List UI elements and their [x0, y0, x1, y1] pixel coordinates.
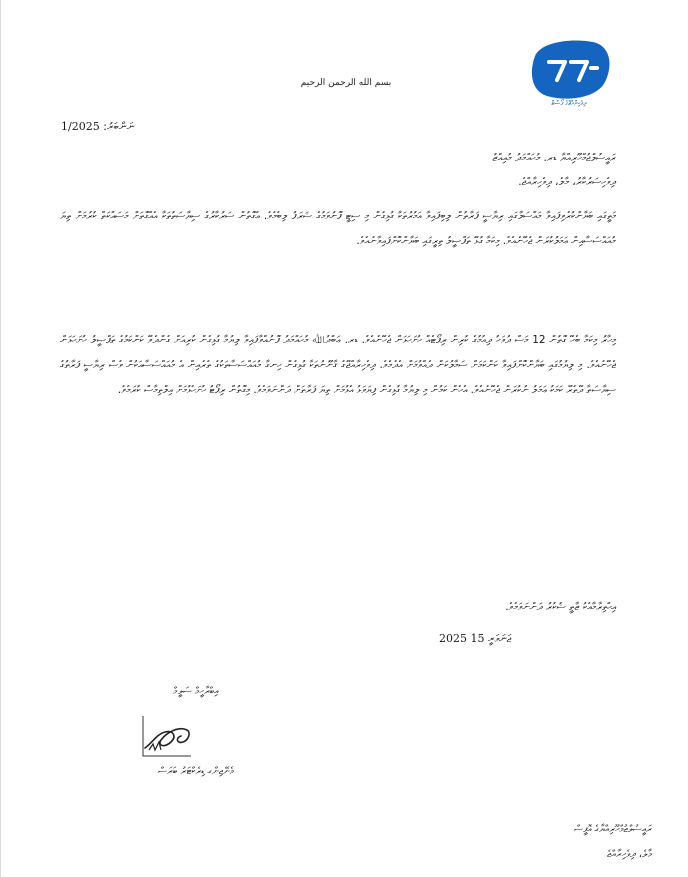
address-line-2: ދިވެހިސަރުކާރު، މާލެ، ދިވެހިރާއްޖެ. [518, 176, 616, 188]
letter-date [439, 632, 511, 646]
reference-label: ނަންބަރު: [103, 120, 135, 133]
closing-line: އިޙްތިރާމާއެކު ޒާތީ ޝުކުރު ދަންނަވަމެވެ. [505, 601, 616, 613]
date-month: ޖަނަވަރީ [488, 632, 512, 645]
signatory-name: އިބްރާހީމް ސަލީމް [173, 686, 219, 697]
bismillah: بسم الله الرحمن الرحيم [300, 78, 392, 88]
handwritten-signature [139, 712, 195, 760]
cc-line-1: ރައީސުލްޖުމްހޫރިއްޔާގެ އޮފީސް [574, 824, 652, 835]
cc-line-2: މާލެ، ދިވެހިރާއްޖެ [606, 849, 652, 860]
date-year: 2025 [439, 632, 467, 645]
signatory-title: މެނޭޖިންގ ޑިރެކްޓަރު ބަރަސް [158, 766, 234, 777]
organization-logo [527, 38, 611, 100]
body-paragraph-1: މަތީގައި ބަޔާންކުރެވިފައިވާ މައްސަލާގައި ރިޔާސީ ފަރާތުން ލިބިފައިވާ އަމުރުތަކާ ގުޅިގެން މި ސިޓީ ފޮނުވަމުގެ ޝަރަފު ލިބެމެވެ. އެގޮތުން ސަރުކާރުގެ ސިޔާސަތުތަކާ އެއްގޮތަށް މަސައްކަތް ކުރުމަށް ތިޔަ މުއައްސަސާއިން ޢަމަލުކުރަން ޖެހޭނެއެވެ. މިކަމާ ގުޅޭ ތަފްޞީލު ތިރީގައި ބަޔާންކޮށްފައިވާނެއެވެ. [60, 210, 616, 247]
body-paragraph-2: މިހާރު މިކަމާ ބެހޭ ގޮތުން 12 މަސް ދުވަހު ދިއުމުގެ ކުރިން ރިޕޯޓެއް ހުށަހަޅަން ޖެހޭނެއެވެ. ޑރ. ޢަބްދުﷲ މުޙައްމަދު ފޮނުއްވާފައިވާ ލިޔުމާ ގުޅިގެން ކުރިއަށް ގެންދެވޭ ކަންކަމުގެ ތަފްޞީލު ހުށަހަޅަން ޖެހޭނެއެވެ. މި ލިޔުމުގައި ބަޔާންކޮށްފައިވާ ކަންކަމަށް ސަމާލުކަން ދެއްވުމަށް އެދެމެވެ. ދިވެހިރާއްޖޭގެ ޤާނޫނުތަކާ ގުޅިގެން ހިނގާ މުއައްސަސާތަކުގެ ތެރެއިން އެ މުއައްސަސާއަކުން ވެސް ރިޔާސީ ފަރާތުގެ ސިޔާސަތާ ދޭތެރޭ ކަމަކު ޢަމަލު ނުކުރަން ޖެހޭނެއެވެ. އެހެން ކަމުން މި ލިޔުމާ ގުޅިގެން ފިޔަވަޅު އެޅުމަށް ތިޔަ ފަރާތަށް ދަންނަވަމެވެ. މިގޮތުން ރިޕޯޓު ހުށަހެޅުމަށް އިލްތިމާސް ކުރަމެވެ. [60, 334, 616, 396]
date-day: 15 [470, 632, 485, 645]
logo-caption: ދިވެހިރާއްޖޭގެ ޕޯސްޓް [551, 99, 587, 107]
reference-number [61, 120, 134, 134]
address-line-1: ރައީސުލްޖުމްހޫރިއްޔާ ޑރ. މުޙައްމަދު މުއިއްޒު [492, 152, 616, 164]
reference-value: 1/2025 [61, 120, 100, 133]
